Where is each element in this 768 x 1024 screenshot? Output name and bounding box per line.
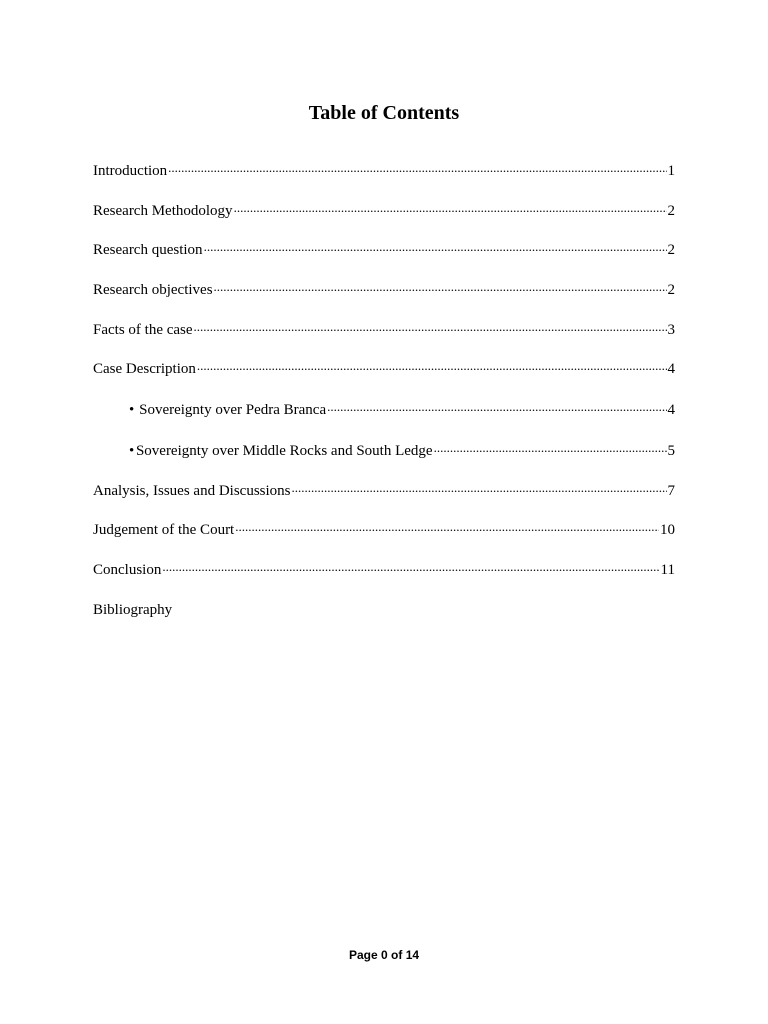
toc-entry-research-methodology[interactable] — [93, 201, 675, 221]
footer-page-total: 14 — [405, 948, 420, 962]
toc-entry-case-description[interactable] — [93, 359, 675, 379]
toc-title: Table of Contents — [308, 102, 460, 124]
toc-entry-judgement[interactable] — [93, 520, 675, 540]
toc-entry-analysis[interactable] — [93, 481, 675, 501]
toc-entry-label: Conclusion — [93, 562, 162, 578]
toc-entry-label: Judgement of the Court — [93, 522, 235, 538]
toc-entry-page: 10 — [660, 522, 675, 538]
toc-entry-label: Sovereignty over Middle Rocks and South Ledge — [135, 443, 433, 459]
toc-entry-label: Sovereignty over Pedra Branca — [139, 402, 327, 418]
dot-leader — [327, 397, 666, 417]
toc-entry-page: 3 — [667, 322, 675, 338]
toc-entry-page: 2 — [667, 242, 675, 258]
toc-entry-label: Research Methodology — [93, 203, 233, 219]
footer-of-word: of — [391, 948, 403, 962]
dot-leader — [235, 517, 659, 537]
toc-entry-page: 2 — [667, 203, 675, 219]
dot-leader — [292, 478, 667, 498]
toc-entry-bibliography[interactable] — [93, 600, 675, 620]
toc-entry-label: Facts of the case — [93, 322, 193, 338]
page-footer — [0, 947, 768, 963]
toc-entry-sovereignty-middle-rocks[interactable] — [93, 441, 675, 461]
toc-entry-facts-of-the-case[interactable] — [93, 320, 675, 340]
toc-entry-sovereignty-pedra-branca[interactable] — [93, 400, 675, 420]
toc-entry-page: 4 — [667, 402, 675, 418]
toc-entry-page: 4 — [667, 361, 675, 377]
dot-leader — [214, 277, 667, 297]
toc-entry-research-question[interactable] — [93, 240, 675, 260]
dot-leader — [234, 198, 667, 218]
dot-leader — [204, 237, 667, 257]
toc-entry-label: Research objectives — [93, 282, 213, 298]
dot-leader — [197, 356, 667, 376]
bullet-icon: • — [129, 443, 135, 459]
toc-entry-label: Analysis, Issues and Discussions — [93, 483, 291, 499]
toc-entry-label: Case Description — [93, 361, 196, 377]
toc-entry-page: 2 — [667, 282, 675, 298]
toc-entry-label: Introduction — [93, 163, 168, 179]
footer-page-word: Page — [348, 948, 378, 962]
dot-leader — [434, 438, 667, 458]
bullet-icon: • — [129, 402, 135, 418]
toc-entry-conclusion[interactable] — [93, 560, 675, 580]
toc-entry-label: Research question — [93, 242, 203, 258]
dot-leader — [162, 557, 659, 577]
toc-entry-page: 11 — [660, 562, 675, 578]
toc-entry-label: Bibliography — [93, 602, 173, 618]
toc-entry-research-objectives[interactable] — [93, 280, 675, 300]
toc-entry-introduction[interactable] — [93, 161, 675, 181]
toc-entry-page: 1 — [667, 163, 675, 179]
dot-leader — [168, 158, 666, 178]
toc-entry-page: 7 — [667, 483, 675, 499]
dot-leader — [194, 317, 667, 337]
toc-entry-page: 5 — [667, 443, 675, 459]
footer-page-number: 0 — [380, 948, 388, 962]
